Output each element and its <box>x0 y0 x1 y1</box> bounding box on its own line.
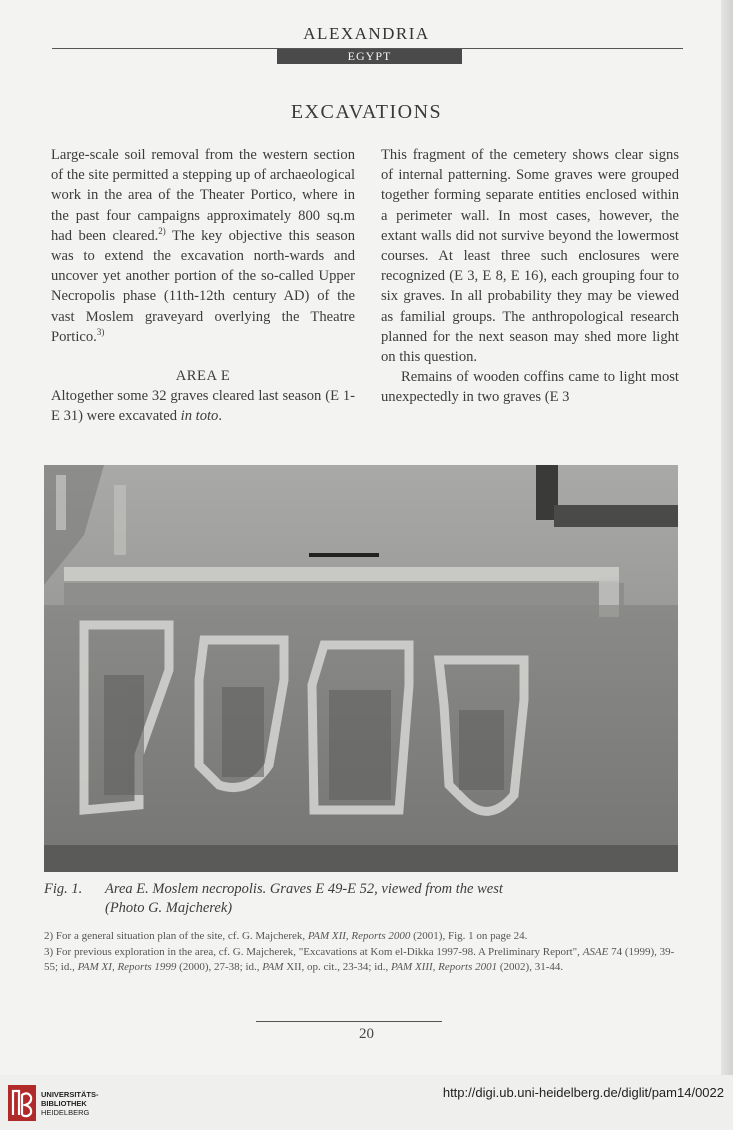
footnote-2: 2) For a general situation plan of the site, cf. G. Majcherek, PAM XII, Reports 2000 (2001), Fig. 1 on page 24. <box>44 930 528 942</box>
left-column <box>51 145 355 427</box>
figure-number: Fig. 1. <box>44 881 83 897</box>
header-country-tag: EGYPT <box>277 49 462 64</box>
footnote-ref-3[interactable]: 3) <box>96 326 105 337</box>
source-url-link[interactable]: http://digi.ub.uni-heidelberg.de/diglit/pam14/0022 <box>442 1085 724 1100</box>
running-header-title: ALEXANDRIA <box>303 24 430 43</box>
right-column <box>381 145 679 408</box>
viewer-footer <box>0 1075 733 1130</box>
section-title: EXCAVATIONS <box>290 101 443 123</box>
figure-caption <box>44 880 684 918</box>
excavation-photo <box>44 465 678 872</box>
footnotes <box>44 929 680 976</box>
right-paragraph-2: Remains of wooden coffins came to light most unexpectedly in two graves (E 3 <box>381 369 679 406</box>
footnote-3: 3) For previous exploration in the area, cf. G. Majcherek, "Excavations at Kom el-Dikka 1997-98. A Preliminary Report", ASAE 74 (1999), 39-55; id., PAM XI, Reports 1999 (2000), 27-38; id., PAM XII, op. cit., 23-34; id., PAM XIII, Reports 2001 (2002), 31-44. <box>44 945 675 973</box>
left-paragraph-2: Altogether some 32 graves cleared last season (E 1-E 31) were excavated in toto. <box>51 388 355 425</box>
left-paragraph-1: Large-scale soil removal from the western section of the site permitted a stepping up of archaeological work in the area of the Theater Portico, where in the past four campaigns approximately 800 sq.m had been cleared.$^{2)}$ The key objective this season was to extend the excavation north-wards and uncover yet another portion of the so-called Upper Necropolis phase (11th-12th century AD) of the vast Moslem graveyard overlying the Theatre Portico.$^{3)}$ <box>51 147 356 345</box>
footnote-ref-2[interactable]: 2) <box>158 225 166 236</box>
university-library-logo-icon[interactable] <box>8 1085 36 1121</box>
caption-line-1: Fig. 1. Area E. Moslem necropolis. Graves E 49-E 52, viewed from the west <box>44 881 503 897</box>
subheading-area-e: AREA E <box>175 368 231 385</box>
page-number-rule <box>256 1021 442 1022</box>
caption-line-2: (Photo G. Majcherek) <box>105 900 233 916</box>
library-name: UNIVERSITÄTS- BIBLIOTHEK HEIDELBERG <box>41 1090 99 1117</box>
right-paragraph-1: This fragment of the cemetery shows clear signs of internal patterning. Some graves were grouped together forming separate entities enclosed within a perimeter wall. In most cases, however, the extant walls did not survive beyond the lowermost courses. At least three such enclosures were recognized (E 3, E 8, E 16), each grouping four to six graves. In all probability they may be viewed as familial groups. The anthropological research planned for the next season may shed more light on this question. <box>381 147 679 366</box>
page-number: 20 <box>359 1026 374 1042</box>
page-edge <box>721 0 733 1075</box>
